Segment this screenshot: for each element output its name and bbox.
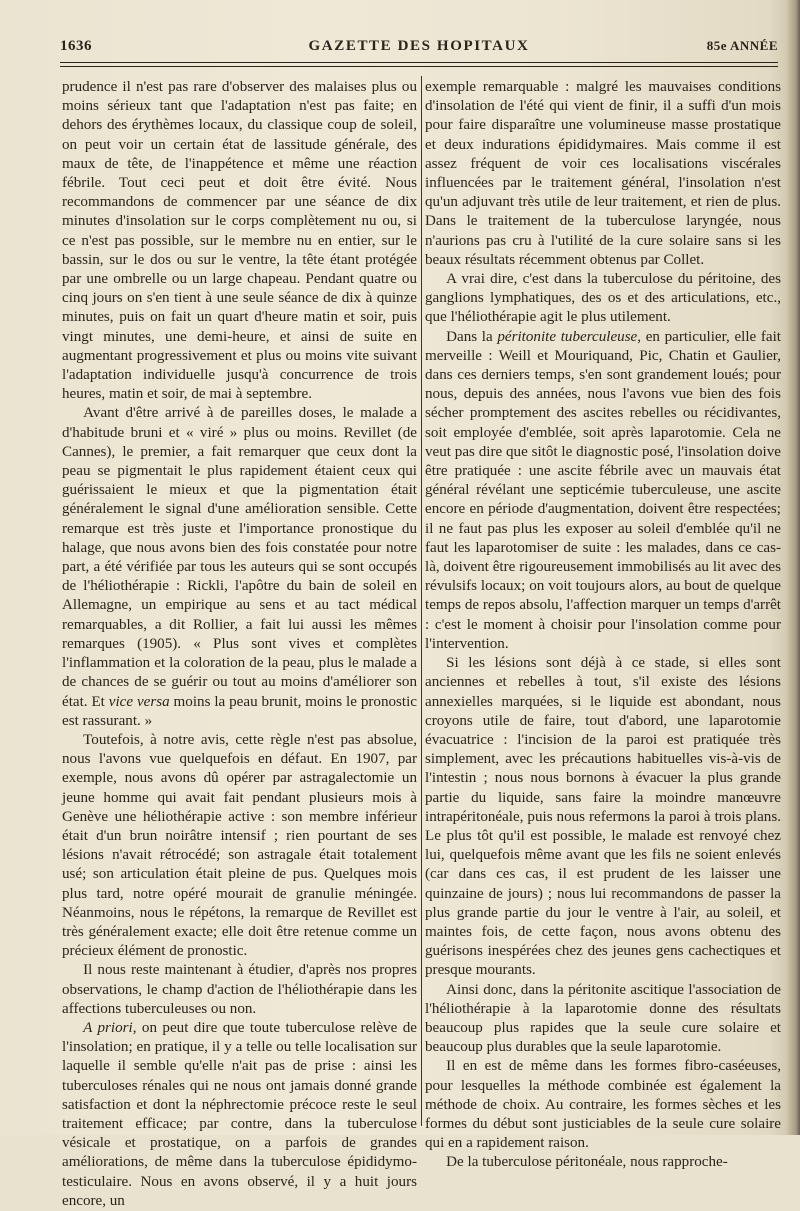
paragraph-text: Dans la xyxy=(446,328,498,345)
italic-phrase: péritonite tuberculeuse xyxy=(497,328,638,345)
paragraph: Il en est de même dans les formes fibro-caséeuses, pour lesquelles la méthode combinée est également la méthode de choix. Au contraire, les formes sèches et les formes du début sont justiciables de la seule cure solaire qui en a rapidement raison. xyxy=(425,1058,781,1152)
header-rule-bottom xyxy=(60,66,778,67)
paragraph: A vrai dire, c'est dans la tuberculose du péritoine, des ganglions lymphatiques, des os et des articulations, etc., que l'héliothérapie agit le plus utilement. xyxy=(425,271,781,326)
italic-phrase: A priori xyxy=(83,1019,133,1036)
publication-year: 85e ANNÉE xyxy=(706,38,778,53)
header-rule-top xyxy=(60,62,778,63)
paragraph: Ainsi donc, dans la péritonite ascitique l'association de l'héliothérapie à la laparotomie donne des résultats beaucoup plus rapides que la seule cure solaire et beaucoup plus durables que la seule laparotomie. xyxy=(425,981,781,1056)
paragraph xyxy=(425,328,781,654)
paragraph: Toutefois, à notre avis, cette règle n'est pas absolue, nous l'avons vue quelquefois en défaut. En 1907, par exemple, nous avons dû opérer par astragalectomie un jeune homme qui avait fait pendant plusieurs mois à Genève une héliothérapie active : son membre inférieur était d'un brun noirâtre intensif ; rien pourtant de ses lésions n'avait rétrocédé; son astragale était totalement usé; son articulation était pleine de pus. Quelques mois plus tard, notre opéré mourait de granulie méningée. Néanmoins, nous le répétons, la remarque de Revillet est très généralement exacte; elle doit être retenue comme un précieux élément de pronostic. xyxy=(62,731,417,960)
page-header xyxy=(60,36,778,60)
paragraph-text: , en particulier, elle fait merveille : Weill et Mouriquand, Pic, Chatin et Gaulier, dans ces derniers temps, s'en sont grandement loués; pour nous, depuis des années, nous l'avons vue bien des fois sécher promptement des ascites rebelles ou récidivantes, soit employée d'emblée, soit après laparotomie. Cela ne veut pas dire que sitôt le diagnostic posé, l'insolation doive être pratiquée : une ascite fébrile avec un mauvais état général révélant une septicémie tuberculeuse, une ascite encore en période d'augmentation, doivent être respectées; il ne faut pas plus les exposer au soleil d'emblée qu'il ne faut les laparotomiser de suite : les malades, dans ce cas-là, doivent être rigoureusement immobilisés au lit avec des révulsifs locaux; on voit toujours alors, au bout de quelque temps de repos absolu, l'affection marquer un temps d'arrêt : c'est le moment à choisir pour l'insolation comme pour l'intervention. xyxy=(425,328,781,652)
right-column xyxy=(425,78,781,1173)
paragraph: Il nous reste maintenant à étudier, d'après nos propres observations, le champ d'action de l'héliothérapie dans les affections tuberculeuses ou non. xyxy=(62,962,417,1017)
paragraph: Si les lésions sont déjà à ce stade, si elles sont anciennes et rebelles à tout, s'il existe des lésions annexielles marquées, si le liquide est abondant, nous croyons utile de faire, tout d'abord, une laparotomie évacuatrice : l'incision de la paroi est pratiquée très simplement, avec les précautions habituelles vis-à-vis de l'intestin ; nous nous bornons à évacuer la plus grande partie du liquide, sans faire la moindre manœuvre intrapéritonéale, puis nous refermons la paroi à trois plans. Le plus tôt qu'il est possible, le malade est renvoyé chez lui, quelquefois même avant que les fils ne soient enlevés (car dans ces cas, il est prudent de les laisser une quinzaine de jours) ; nous lui recommandons de passer la plus grande partie du jour le ventre à l'air, au soleil, et maintes fois, de cette façon, nous avons obtenu des guérisons inespérées chez des jeunes gens cachectiques et presque mourants. xyxy=(425,655,781,979)
paragraph xyxy=(62,1019,417,1211)
paragraph-text: moins la peau brunit, moins le pronostic est rassurant. » xyxy=(62,693,417,729)
paragraph-text: Avant d'être arrivé à de pareilles doses, le malade a d'habitude bruni et « viré » plus ou moins. Revillet (de Cannes), le premier, a fait remarquer que ceux dont la peau se pigmentait le plus rapidement étaient ceux qui guérissaient le mieux et que la pigmentation était généralement le signal d'une amélioration sensible. Cette remarque est très juste et l'importance pronostique du halage, que nous avons bien des fois constatée pour notre part, a été vérifiée par tous les auteurs qui se sont occupés de l'héliothérapie : Rickli, l'apôtre du bain de soleil en Allemagne, un empirique au sens et au tact médical remarquables, a dit Rollier, a fait lui aussi les mêmes remarques (1905). « Plus sont vives et complètes l'inflammation et la coloration de la peau, plus le malade a de chances de se guérir ou tout au moins d'améliorer son état. Et xyxy=(62,405,417,710)
column-divider xyxy=(421,76,422,1126)
paragraph-text: , on peut dire que toute tuberculose relève de l'insolation; en pratique, il y a telle ou telle localisation sur laquelle il semble qu'elle n'ait pas de prise : ainsi les tuberculoses rénales qui ne nous ont jamais donné grande satisfaction et dont la néphrectomie précoce reste le seul traitement efficace; par contre, dans la tuberculose vésicale et prostatique, on a parfois de grandes améliorations, de même dans la tuberculose épididymo-testiculaire. Nous en avons observé, il y a huit jours encore, un xyxy=(62,1019,417,1209)
paragraph: prudence il n'est pas rare d'observer des malaises plus ou moins sérieux tant que l'adaptation n'est pas faite; en dehors des érythèmes locaux, du classique coup de soleil, on peut voir un certain état de lassitude générale, des maux de tête, de l'inappétence et même une réaction fébrile. Tout ceci peut et doit être évité. Nous recommandons de commencer par une séance de dix minutes d'insolation sur le corps complètement nu ou, si ce n'est pas possible, sur le membre nu en entier, sur le bassin, sur le dos ou sur le ventre, la tête étant protégée par une ombrelle ou un large chapeau. Pendant quatre ou cinq jours on s'en tient à une seule séance de dix à quinze minutes, puis on fait un quart d'heure matin et soir, puis vingt minutes, une demi-heure, et ainsi de suite en augmentant progressivement et plus ou moins vite suivant l'adaptation individuelle jusqu'à concurrence de trois heures, matin et soir, de mai à septembre. xyxy=(62,79,417,403)
left-column xyxy=(62,78,417,1211)
paragraph xyxy=(62,404,417,730)
page-number: 1636 xyxy=(60,38,92,54)
page-edge-shadow xyxy=(786,0,800,1135)
paragraph: De la tuberculose péritonéale, nous rapproche- xyxy=(446,1154,728,1171)
paragraph: exemple remarquable : malgré les mauvaises conditions d'insolation de l'été qui vient de finir, il a suffi d'un mois pour faire disparaître une volumineuse masse prostatique et deux indurations épididymaires. Mais comme il est assez fréquent de voir ces localisations viscérales influencées par le traitement général, l'insolation n'est qu'un adjuvant très utile de leur traitement, et rien de plus. Dans le traitement de la tuberculose laryngée, nous n'aurions pas cru à l'utilité de la cure solaire sans si les beaux résultats récemment obtenus par Collet. xyxy=(425,79,781,268)
publication-title: GAZETTE DES HOPITAUX xyxy=(308,38,530,54)
italic-phrase: vice versa xyxy=(108,693,170,710)
